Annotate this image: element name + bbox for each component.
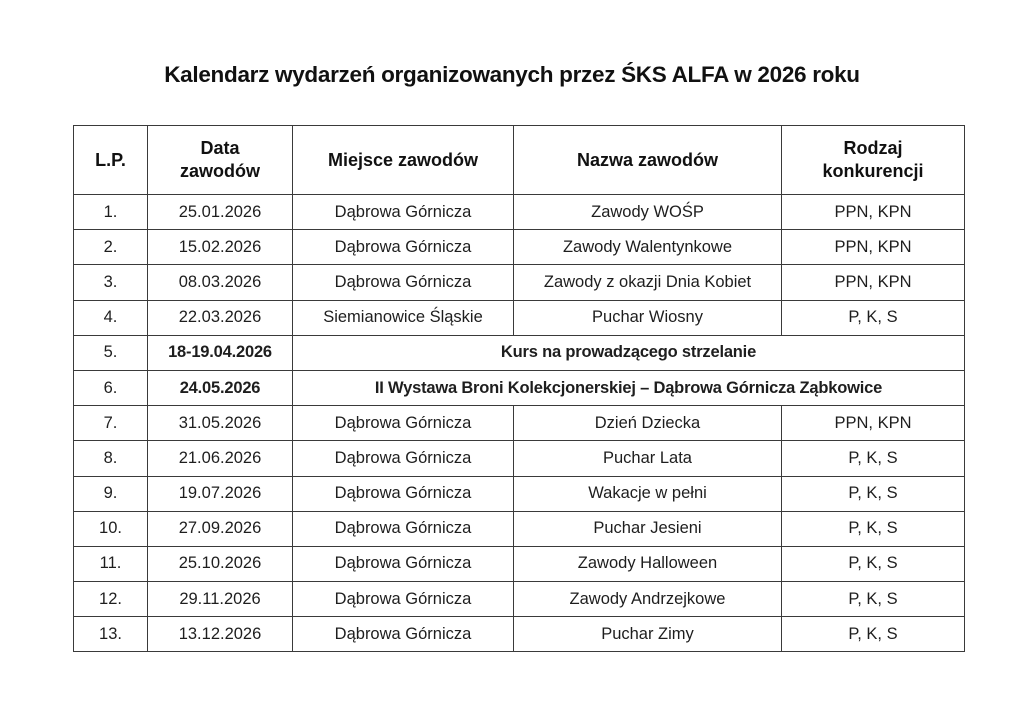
cell-place: Dąbrowa Górnicza: [293, 511, 514, 546]
cell-date: 25.10.2026: [148, 546, 293, 581]
cell-lp: 11.: [74, 546, 148, 581]
table-row-merged: [74, 370, 965, 405]
table-header-row: [74, 126, 965, 195]
cell-place: Dąbrowa Górnicza: [293, 406, 514, 441]
cell-type: P, K, S: [782, 511, 965, 546]
header-type-line2: konkurencji: [822, 161, 924, 181]
cell-name: Puchar Zimy: [514, 617, 782, 652]
cell-place: Dąbrowa Górnicza: [293, 441, 514, 476]
cell-name: Puchar Lata: [514, 441, 782, 476]
header-lp: L.P.: [74, 126, 148, 195]
cell-lp: 5.: [74, 335, 148, 370]
cell-date: 18-19.04.2026: [148, 335, 293, 370]
cell-date: 27.09.2026: [148, 511, 293, 546]
header-date: [148, 126, 293, 195]
cell-place: Dąbrowa Górnicza: [293, 476, 514, 511]
cell-date: 19.07.2026: [148, 476, 293, 511]
table-row: [74, 582, 965, 617]
cell-name: Puchar Jesieni: [514, 511, 782, 546]
cell-place: Dąbrowa Górnicza: [293, 582, 514, 617]
cell-type: PPN, KPN: [782, 265, 965, 300]
table-row: [74, 617, 965, 652]
cell-merged-event: II Wystawa Broni Kolekcjonerskiej – Dąbrowa Górnicza Ząbkowice: [293, 370, 965, 405]
cell-type: PPN, KPN: [782, 406, 965, 441]
cell-date: 08.03.2026: [148, 265, 293, 300]
cell-lp: 4.: [74, 300, 148, 335]
cell-lp: 9.: [74, 476, 148, 511]
cell-merged-event: Kurs na prowadzącego strzelanie: [293, 335, 965, 370]
cell-date: 29.11.2026: [148, 582, 293, 617]
cell-date: 31.05.2026: [148, 406, 293, 441]
cell-name: Zawody WOŚP: [514, 195, 782, 230]
cell-type: P, K, S: [782, 617, 965, 652]
table-row: [74, 230, 965, 265]
cell-type: P, K, S: [782, 476, 965, 511]
table-row: [74, 300, 965, 335]
header-date-line1: Data: [200, 138, 240, 158]
table-row: [74, 476, 965, 511]
cell-date: 22.03.2026: [148, 300, 293, 335]
cell-place: Siemianowice Śląskie: [293, 300, 514, 335]
cell-lp: 6.: [74, 370, 148, 405]
cell-lp: 8.: [74, 441, 148, 476]
cell-date: 24.05.2026: [148, 370, 293, 405]
cell-name: Puchar Wiosny: [514, 300, 782, 335]
table-row: [74, 441, 965, 476]
cell-place: Dąbrowa Górnicza: [293, 617, 514, 652]
cell-type: P, K, S: [782, 441, 965, 476]
cell-lp: 13.: [74, 617, 148, 652]
page-title: Kalendarz wydarzeń organizowanych przez ŚKS ALFA w 2026 roku: [164, 62, 860, 87]
cell-lp: 7.: [74, 406, 148, 441]
cell-lp: 12.: [74, 582, 148, 617]
cell-name: Zawody Halloween: [514, 546, 782, 581]
header-date-line2: zawodów: [180, 161, 260, 181]
table-row-merged: [74, 335, 965, 370]
cell-type: P, K, S: [782, 582, 965, 617]
events-table: [73, 125, 965, 652]
cell-name: Dzień Dziecka: [514, 406, 782, 441]
cell-date: 13.12.2026: [148, 617, 293, 652]
cell-lp: 3.: [74, 265, 148, 300]
header-name: Nazwa zawodów: [514, 126, 782, 195]
header-type-line1: Rodzaj: [843, 138, 903, 158]
cell-type: P, K, S: [782, 546, 965, 581]
cell-place: Dąbrowa Górnicza: [293, 546, 514, 581]
cell-date: 21.06.2026: [148, 441, 293, 476]
header-type: [782, 126, 965, 195]
table-row: [74, 195, 965, 230]
header-place: Miejsce zawodów: [293, 126, 514, 195]
cell-place: Dąbrowa Górnicza: [293, 230, 514, 265]
cell-place: Dąbrowa Górnicza: [293, 265, 514, 300]
cell-type: PPN, KPN: [782, 195, 965, 230]
cell-lp: 2.: [74, 230, 148, 265]
cell-type: PPN, KPN: [782, 230, 965, 265]
cell-lp: 1.: [74, 195, 148, 230]
cell-name: Zawody Andrzejkowe: [514, 582, 782, 617]
table-row: [74, 511, 965, 546]
cell-name: Zawody z okazji Dnia Kobiet: [514, 265, 782, 300]
cell-name: Zawody Walentynkowe: [514, 230, 782, 265]
cell-name: Wakacje w pełni: [514, 476, 782, 511]
cell-type: P, K, S: [782, 300, 965, 335]
cell-date: 15.02.2026: [148, 230, 293, 265]
table-row: [74, 265, 965, 300]
table-row: [74, 546, 965, 581]
cell-date: 25.01.2026: [148, 195, 293, 230]
table-row: [74, 406, 965, 441]
cell-lp: 10.: [74, 511, 148, 546]
cell-place: Dąbrowa Górnicza: [293, 195, 514, 230]
